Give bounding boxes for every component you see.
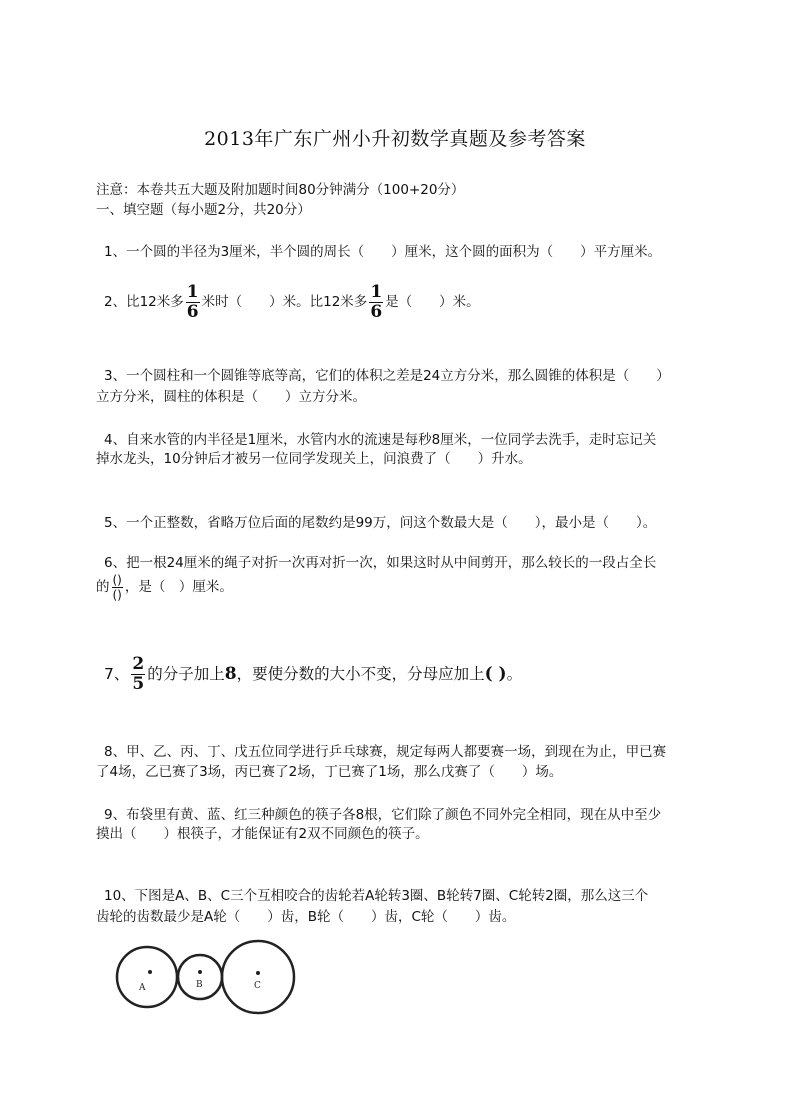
question-1: 1、一个圆的半径为3厘米，半个圆的周长（ ）厘米，这个圆的面积为（ ）平方厘米。 [104, 244, 662, 260]
q6-pre: 的 [96, 579, 110, 595]
fraction-denominator: 6 [370, 301, 383, 322]
question-8-line-1: 8、甲、乙、丙、丁、戊五位同学进行乒乓球赛，规定每两人都要赛一场，到现在为止，甲已赛 [104, 744, 667, 760]
question-2 [104, 282, 480, 322]
q7-end: 。 [506, 665, 523, 683]
fraction-numerator: 2 [132, 654, 145, 674]
question-4-line-2: 掉水龙头，10分钟后才被另一位同学发现关上，问浪费了（ ）升水。 [96, 451, 532, 467]
gear-a-label: A [139, 983, 146, 993]
q2-text-c: 是（ ）米。 [385, 294, 480, 310]
fraction-numerator: 1 [186, 281, 199, 302]
question-3-line-1: 3、一个圆柱和一个圆锥等底等高，它们的体积之差是24立方分米，那么圆锥的体积是（ ） [104, 368, 670, 384]
question-9-line-2: 摸出（ ）根筷子，才能保证有2双不同颜色的筷子。 [96, 826, 429, 842]
question-4-line-1: 4、自来水管的内半径是1厘米，水管内水的流速是每秒8厘米，一位同学去洗手，走时忘记关 [104, 432, 657, 448]
q7-pre: 7、 [104, 665, 130, 683]
gear-b-label: B [196, 980, 203, 990]
question-8-line-2: 了4场，乙已赛了3场，丙已赛了2场，丁已赛了1场，那么戊赛了（ ）场。 [96, 764, 563, 780]
question-3-line-2: 立方分米，圆柱的体积是（ ）立方分米。 [96, 389, 366, 405]
question-5: 5、一个正整数，省略万位后面的尾数约是99万，问这个数最大是（ ），最小是（ ）。 [104, 515, 657, 531]
page-title: 2013年广东广州小升初数学真题及参考答案 [204, 128, 586, 150]
q7-post: ，要使分数的大小不变，分母应加上 [236, 665, 485, 683]
fraction-numerator: 1 [370, 281, 383, 302]
question-6-line-1: 6、把一根24厘米的绳子对折一次再对折一次，如果这时从中间剪开，那么较长的一段占全长 [104, 555, 657, 571]
fraction-one-sixth-2 [369, 281, 383, 322]
question-10-line-1: 10、下图是A、B、C三个互相咬合的齿轮若A轮转3圈、B轮转7圈、C轮转2圈，那么这三个 [104, 888, 649, 904]
gear-c-center [256, 971, 260, 975]
fraction-two-fifths [131, 656, 145, 693]
question-7 [104, 652, 522, 696]
q7-mid: 的分子加上 [147, 665, 225, 683]
q7-number-8: 8 [224, 664, 237, 684]
gear-b-circle [178, 955, 222, 999]
fraction-denominator: () [112, 587, 122, 602]
gear-c-circle [222, 941, 294, 1013]
gear-b-center [198, 970, 202, 974]
q2-text-b: 米时（ ）米。比12米多 [201, 294, 368, 310]
q7-blank: ( ) [484, 664, 507, 684]
question-6-line-2 [96, 567, 233, 607]
q6-post: ，是（ ）厘米。 [124, 579, 233, 595]
question-9-line-1: 9、布袋里有黄、蓝、红三种颜色的筷子各8根，它们除了颜色不同外完全相同，现在从中至少 [104, 807, 662, 823]
fraction-denominator: 5 [132, 674, 145, 694]
fraction-one-sixth [186, 281, 200, 322]
fraction-numerator: () [112, 572, 122, 587]
section-heading: 一、填空题（每小题2分，共20分） [96, 202, 311, 218]
gear-a-circle [117, 947, 177, 1007]
gears-diagram [112, 938, 302, 1018]
exam-note: 注意：本卷共五大题及附加题时间80分钟满分（100+20分） [96, 182, 465, 198]
question-10-line-2: 齿轮的齿数最少是A轮（ ）齿，B轮（ ）齿，C轮（ ）齿。 [96, 909, 516, 925]
gear-a-center [148, 970, 152, 974]
q2-text-a: 2、比12米多 [104, 294, 184, 310]
fraction-denominator: 6 [186, 301, 199, 322]
gear-c-label: C [254, 981, 261, 991]
fraction-blank [112, 574, 123, 601]
